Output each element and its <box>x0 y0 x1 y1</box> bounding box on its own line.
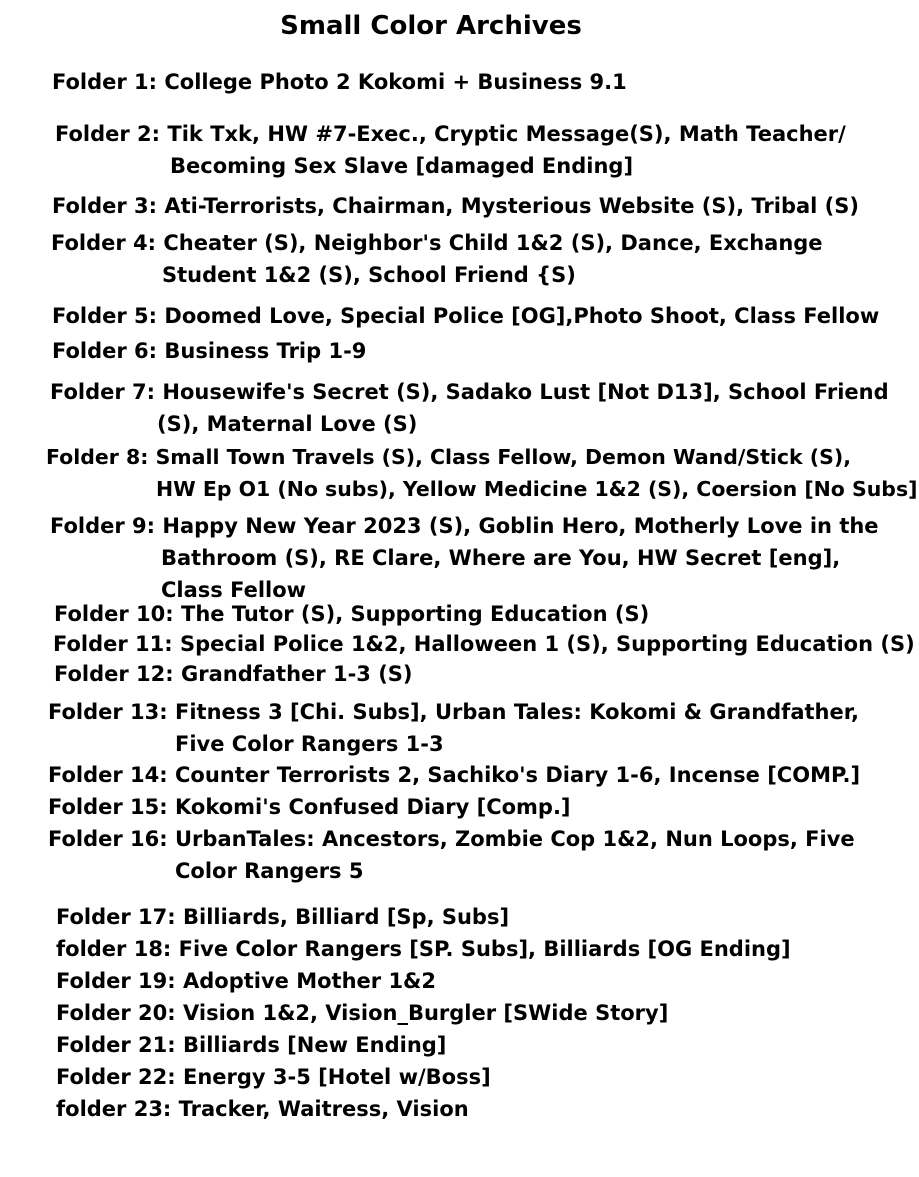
folder-first-line <box>56 933 791 965</box>
folder-entry <box>56 933 791 965</box>
folder-entry <box>56 1061 491 1093</box>
folder-entry <box>54 598 649 630</box>
folder-entry <box>52 335 366 367</box>
folder-contents-continued: Class Fellow <box>161 578 307 602</box>
folder-label: Folder 22: <box>56 1065 176 1089</box>
folder-label: Folder 11: <box>53 632 173 656</box>
folder-first-line <box>54 658 413 690</box>
folder-label: folder 23: <box>56 1097 172 1121</box>
folder-label: Folder 17: <box>56 905 176 929</box>
folder-first-line <box>52 190 859 222</box>
folder-first-line <box>55 118 846 150</box>
folder-first-line <box>50 510 879 542</box>
folder-first-line <box>48 823 855 855</box>
folder-contents: Grandfather 1-3 (S) <box>181 662 413 686</box>
folder-contents: Business Trip 1-9 <box>164 339 367 363</box>
folder-contents: UrbanTales: Ancestors, Zombie Cop 1&2, Nun Loops, Five <box>175 827 855 851</box>
folder-entry <box>50 510 879 606</box>
folder-first-line <box>56 997 668 1029</box>
folder-first-line <box>52 300 879 332</box>
folder-label: folder 18: <box>56 937 172 961</box>
folder-label: Folder 14: <box>48 763 168 787</box>
folder-label: Folder 19: <box>56 969 176 993</box>
folder-contents: Cheater (S), Neighbor's Child 1&2 (S), Dance, Exchange <box>163 231 823 255</box>
folder-contents: College Photo 2 Kokomi + Business 9.1 <box>164 70 627 94</box>
folder-contents: Ati-Terrorists, Chairman, Mysterious Website (S), Tribal (S) <box>164 194 859 218</box>
folder-entry <box>48 759 860 791</box>
folder-entry <box>52 300 879 332</box>
folder-contents: Kokomi's Confused Diary [Comp.] <box>175 795 571 819</box>
folder-first-line <box>56 965 436 997</box>
folder-contents: Vision 1&2, Vision_Burgler [SWide Story] <box>183 1001 669 1025</box>
folder-contents-continued: Becoming Sex Slave [damaged Ending] <box>170 154 634 178</box>
folder-contents-continued: (S), Maternal Love (S) <box>157 412 418 436</box>
folder-first-line <box>52 66 627 98</box>
folder-contents: Tik Txk, HW #7-Exec., Cryptic Message(S), Math Teacher/ <box>167 122 846 146</box>
folder-entry <box>48 823 855 887</box>
folder-entry <box>52 190 859 222</box>
folder-label: Folder 6: <box>52 339 158 363</box>
folder-entry <box>54 658 413 690</box>
folder-entry <box>56 965 436 997</box>
folder-label: Folder 10: <box>54 602 174 626</box>
folder-entry <box>48 791 571 823</box>
folder-contents: Billiards [New Ending] <box>183 1033 447 1057</box>
folder-contents: Tracker, Waitress, Vision <box>178 1097 469 1121</box>
folder-first-line <box>50 376 889 408</box>
folder-contents-continued: Bathroom (S), RE Clare, Where are You, HW Secret [eng], <box>161 546 841 570</box>
folder-first-line <box>54 598 649 630</box>
folder-label: Folder 2: <box>55 122 161 146</box>
folder-entry <box>55 118 846 182</box>
folder-first-line <box>56 1061 491 1093</box>
folder-contents-continued: Student 1&2 (S), School Friend {S) <box>162 263 576 287</box>
folder-label: Folder 12: <box>54 662 174 686</box>
folder-label: Folder 3: <box>52 194 158 218</box>
folder-contents: Small Town Travels (S), Class Fellow, Demon Wand/Stick (S), <box>155 445 851 469</box>
folder-first-line <box>48 759 860 791</box>
folder-entry <box>56 901 509 933</box>
folder-label: Folder 16: <box>48 827 168 851</box>
folder-entry <box>51 227 823 291</box>
folder-label: Folder 4: <box>51 231 157 255</box>
folder-contents-continued: Five Color Rangers 1-3 <box>175 732 444 756</box>
folder-entry <box>56 1093 469 1125</box>
folder-contents: Fitness 3 [Chi. Subs], Urban Tales: Kokomi & Grandfather, <box>175 700 859 724</box>
folder-first-line <box>56 901 509 933</box>
folder-label: Folder 1: <box>52 70 158 94</box>
folder-label: Folder 7: <box>50 380 156 404</box>
folder-entry <box>46 441 918 505</box>
folder-label: Folder 15: <box>48 795 168 819</box>
folder-first-line <box>56 1093 469 1125</box>
folder-first-line <box>51 227 823 259</box>
folder-label: Folder 21: <box>56 1033 176 1057</box>
folder-entry <box>48 696 859 760</box>
folder-entry <box>52 66 627 98</box>
folder-contents-continued: Color Rangers 5 <box>175 859 364 883</box>
folder-label: Folder 9: <box>50 514 156 538</box>
page-title: Small Color Archives <box>280 11 582 41</box>
folder-contents-continued: HW Ep O1 (No subs), Yellow Medicine 1&2 (S), Coersion [No Subs] <box>156 477 918 501</box>
folder-contents: Billiards, Billiard [Sp, Subs] <box>183 905 510 929</box>
folder-label: Folder 20: <box>56 1001 176 1025</box>
folder-entry <box>56 997 668 1029</box>
folder-entry <box>50 376 889 440</box>
folder-first-line <box>52 335 366 367</box>
folder-contents: Special Police 1&2, Halloween 1 (S), Supporting Education (S) <box>180 632 915 656</box>
folder-contents: Counter Terrorists 2, Sachiko's Diary 1-6, Incense [COMP.] <box>175 763 861 787</box>
folder-contents: Happy New Year 2023 (S), Goblin Hero, Motherly Love in the <box>162 514 879 538</box>
folder-first-line <box>56 1029 446 1061</box>
folder-first-line <box>46 441 918 473</box>
folder-contents: Energy 3-5 [Hotel w/Boss] <box>183 1065 491 1089</box>
folder-contents: Adoptive Mother 1&2 <box>183 969 436 993</box>
folder-label: Folder 13: <box>48 700 168 724</box>
folder-contents: Five Color Rangers [SP. Subs], Billiards [OG Ending] <box>178 937 791 961</box>
folder-contents: Housewife's Secret (S), Sadako Lust [Not D13], School Friend <box>162 380 889 404</box>
folder-contents: The Tutor (S), Supporting Education (S) <box>181 602 650 626</box>
folder-contents: Doomed Love, Special Police [OG],Photo Shoot, Class Fellow <box>164 304 880 328</box>
folder-label: Folder 8: <box>46 445 149 469</box>
folder-label: Folder 5: <box>52 304 158 328</box>
folder-first-line <box>48 791 571 823</box>
folder-entry <box>56 1029 446 1061</box>
folder-first-line <box>53 628 915 660</box>
folder-entry <box>53 628 915 660</box>
folder-first-line <box>48 696 859 728</box>
